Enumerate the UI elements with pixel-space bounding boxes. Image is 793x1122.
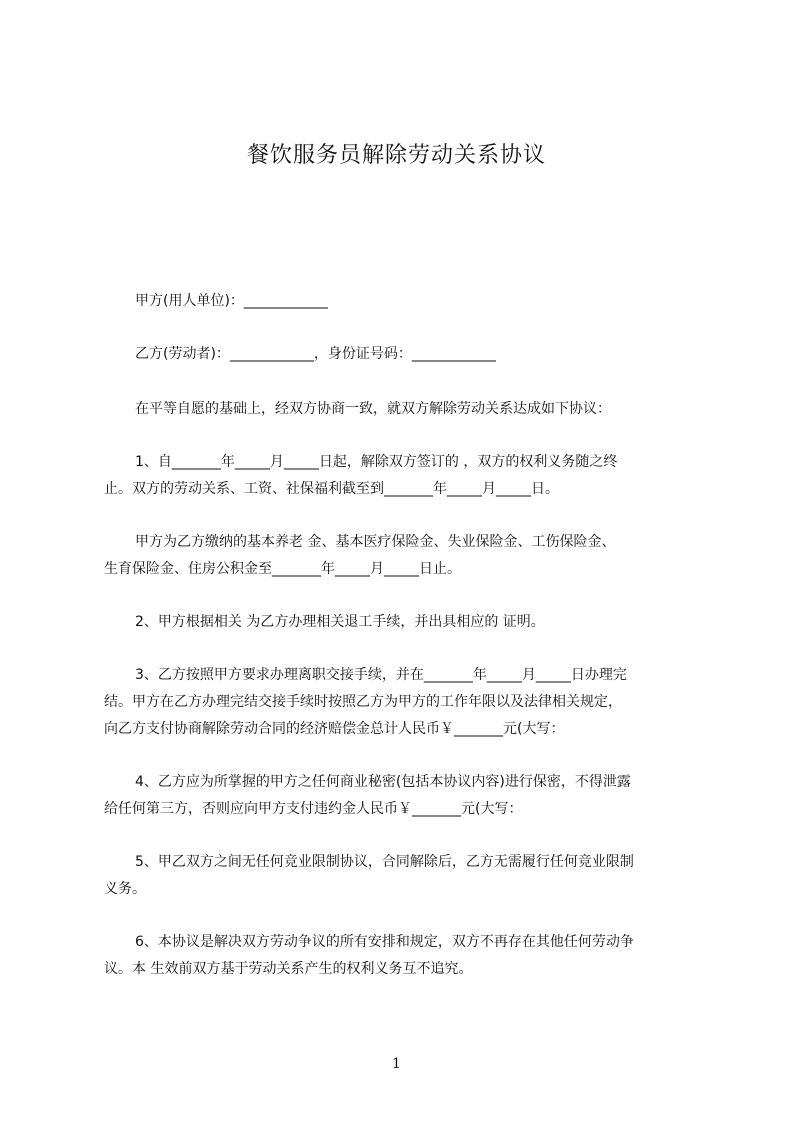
clause-4-line-2: 给任何第三方，否则应向甲方支付违约金人民币￥_______元(大写：	[104, 801, 523, 817]
party-b-line: 乙方(劳动者)：____________，身份证号码：____________	[135, 346, 496, 362]
clause-3-line-1: 3、乙方按照甲方要求办理离职交接手续，并在_______年_____月_____日办理完	[135, 667, 627, 683]
clause-5-line-1: 5、甲乙双方之间无任何竞业限制协议，合同解除后，乙方无需履行任何竞业限制	[135, 854, 634, 870]
clause-3-line-2: 结。甲方在乙方办理完结交接手续时按照乙方为甲方的工作年限以及法律相关规定，	[104, 694, 622, 710]
clause-4-line-1: 4、乙方应为所掌握的甲方之任何商业秘密(包括本协议内容)进行保密，不得泄露	[135, 774, 631, 790]
clause-6-line-1: 6、本协议是解决双方劳动争议的所有安排和规定，双方不再存在其他任何劳动争	[135, 934, 634, 950]
intro-paragraph: 在平等自愿的基础上，经双方协商一致，就双方解除劳动关系达成如下协议：	[135, 401, 611, 417]
clause-1-line-2: 止。双方的劳动关系、工资、社保福利截至到_______年_____月_____日。	[104, 481, 559, 497]
clause-1-line-1: 1、自_______年_____月_____日起，解除双方签订的 ，双方的权利义务随之终	[135, 454, 618, 470]
clause-6-line-2: 议。本 生效前双方基于劳动关系产生的权利义务互不追究。	[104, 961, 473, 977]
document-title: 餐饮服务员解除劳动关系协议	[246, 143, 546, 168]
clause-2: 2、甲方根据相关 为乙方办理相关退工手续，并出具相应的 证明。	[135, 614, 545, 630]
party-a-line: 甲方(用人单位)：____________	[135, 293, 328, 309]
page-number: 1	[392, 1056, 401, 1072]
clause-3-line-3: 向乙方支付协商解除劳动合同的经济赔偿金总计人民币￥_______元(大写：	[104, 721, 565, 737]
clause-5-line-2: 义务。	[104, 881, 146, 897]
insurance-line-1: 甲方为乙方缴纳的基本养老 金、基本医疗保险金、失业保险金、工伤保险金、	[135, 534, 616, 550]
insurance-line-2: 生育保险金、住房公积金至_______年_____月_____日止。	[104, 561, 461, 577]
